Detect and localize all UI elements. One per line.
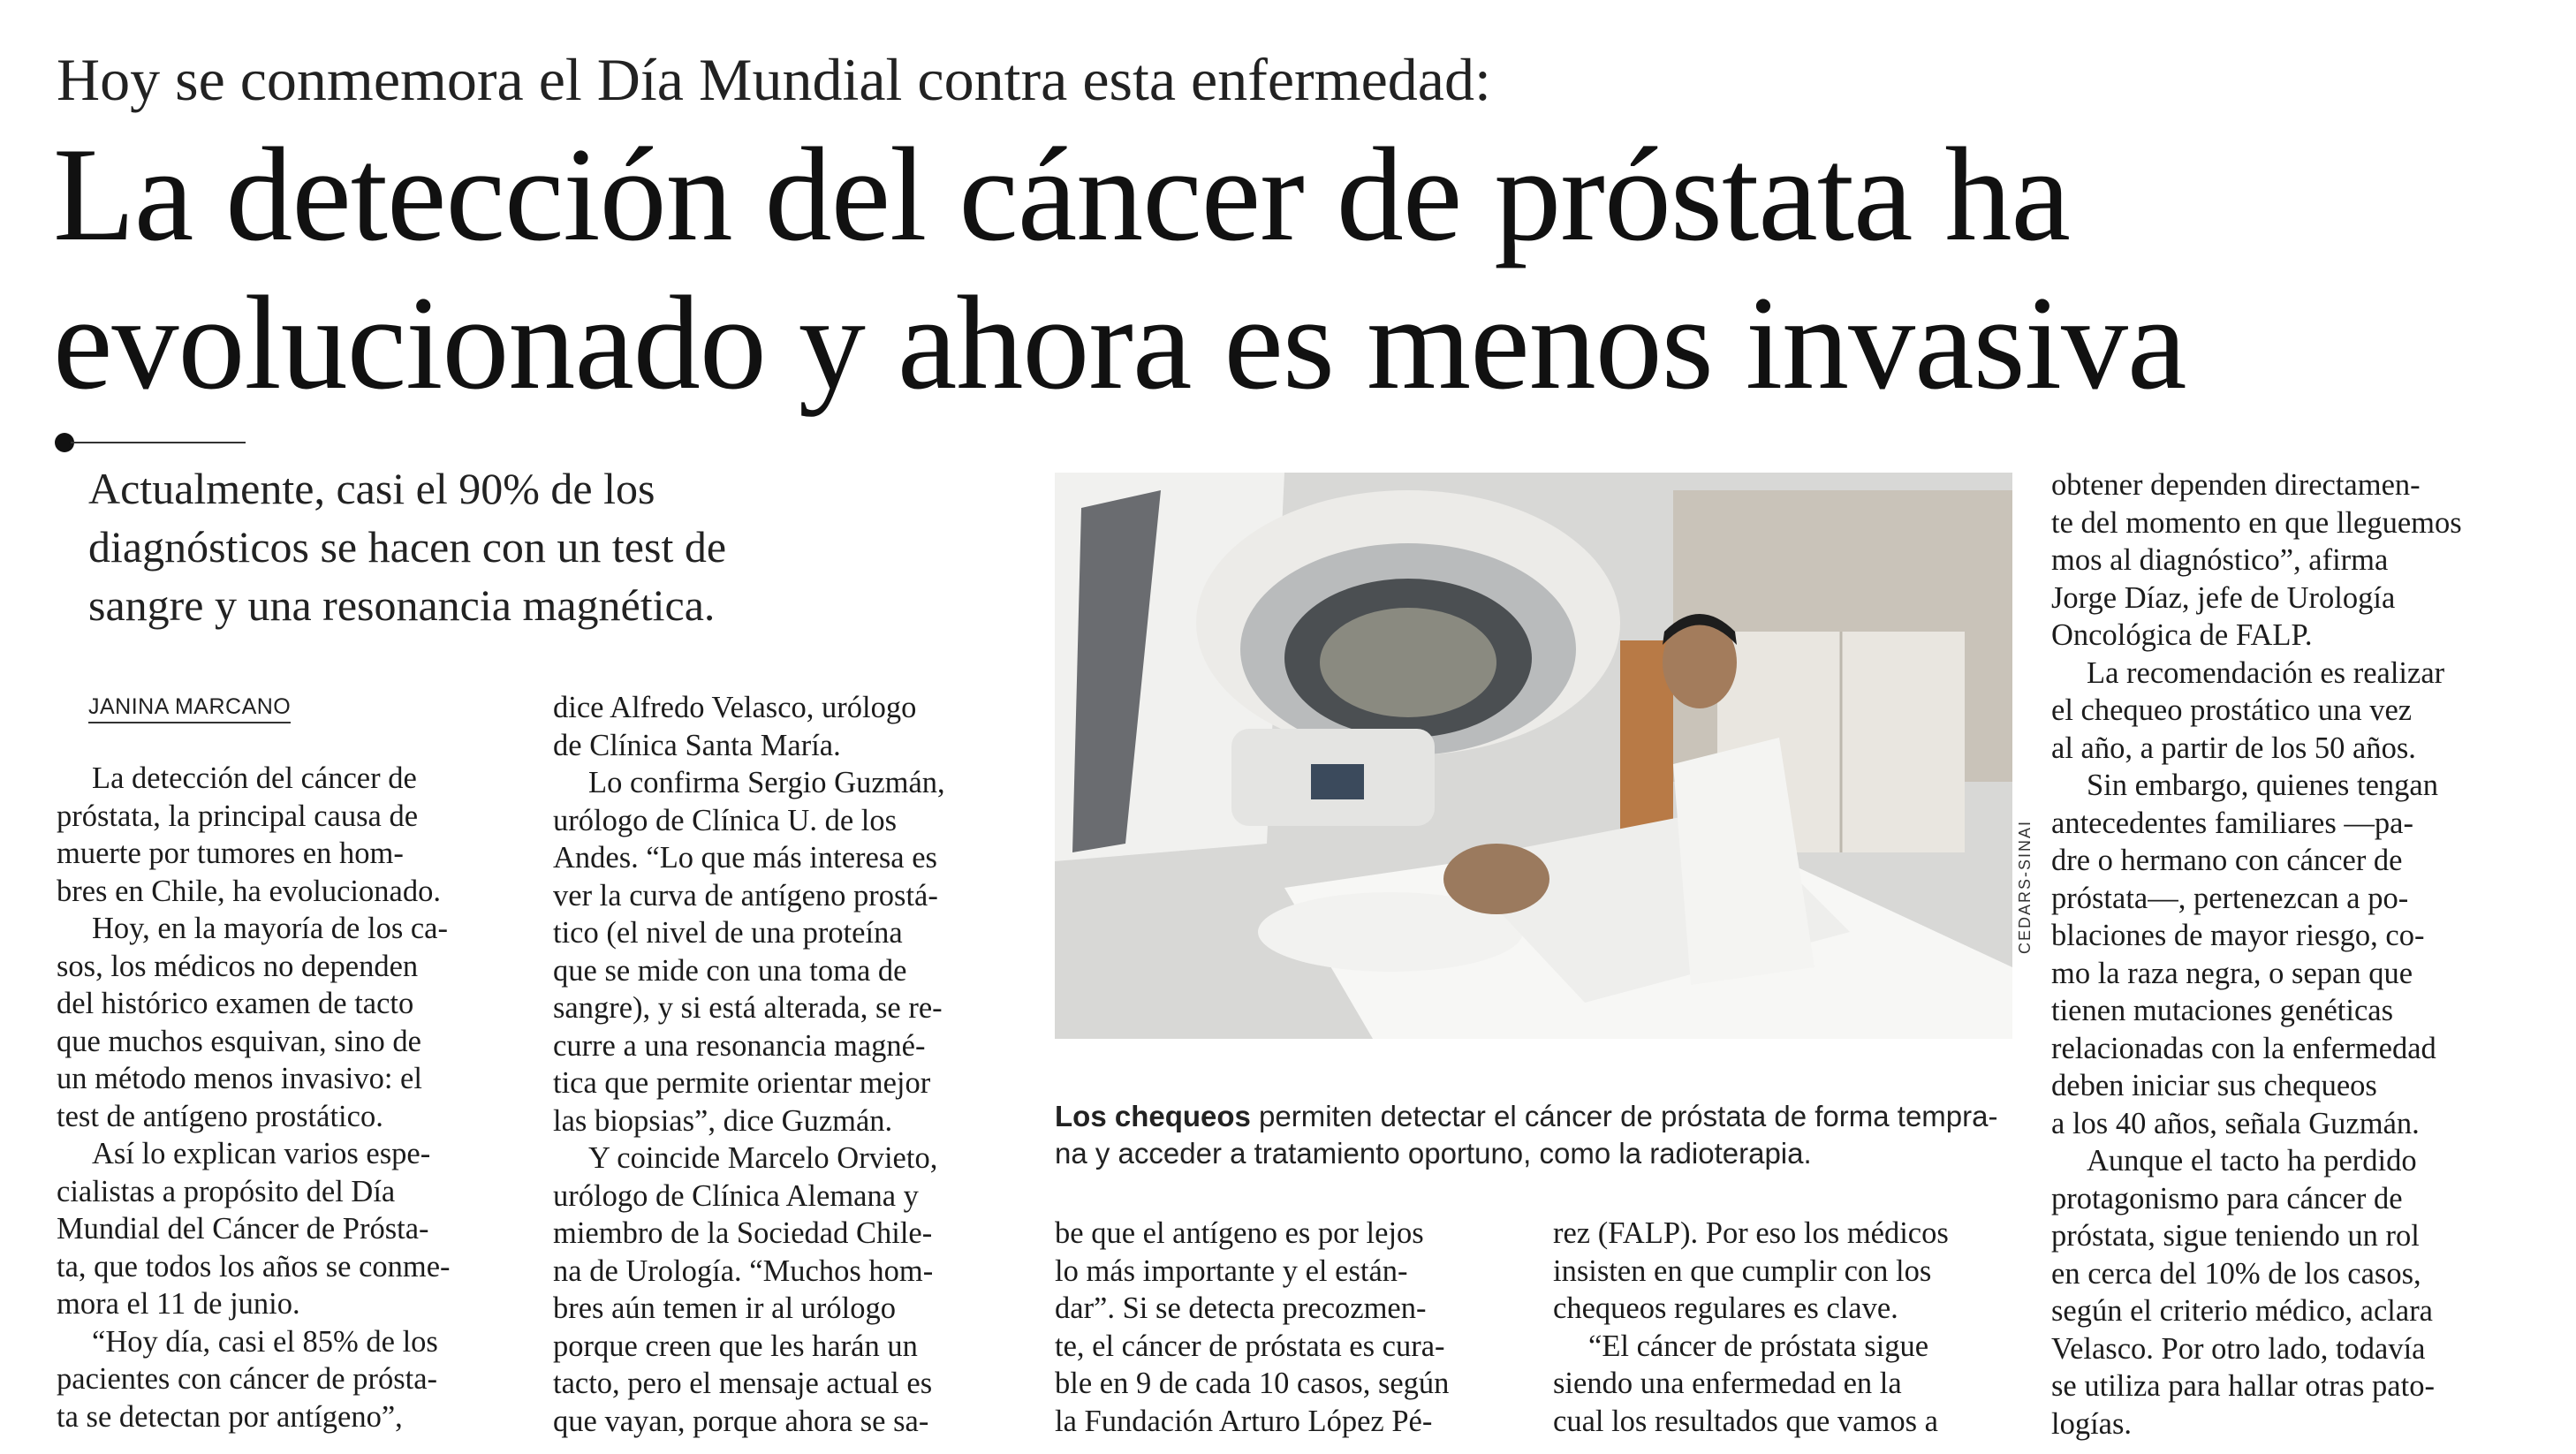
text-line: protagonismo para cáncer de [2051, 1181, 2403, 1215]
text-line: cialistas a propósito del Día [57, 1174, 396, 1208]
text-line: Andes. “Lo que más interesa es [553, 841, 937, 875]
text-line: sangre), y si está alterada, se re- [553, 991, 943, 1025]
text-line: La recomendación es realizar [2087, 655, 2445, 690]
lead-paragraph [88, 459, 1007, 634]
text-line: antecedentes familiares —pa- [2051, 806, 2413, 840]
text-line: cual los resultados que vamos a [1553, 1404, 1938, 1438]
text-line: siendo una enfermedad en la [1553, 1367, 1902, 1400]
radiotherapy-scene-illustration [1055, 473, 2012, 1039]
article-column-1 [57, 760, 516, 1435]
text-line: el chequeo prostático una vez [2051, 693, 2413, 727]
text-line: relacionadas con la enfermedad [2051, 1031, 2436, 1065]
text-line: dar”. Si se detecta precozmen- [1055, 1291, 1427, 1325]
text-line: dice Alfredo Velasco, urólogo [553, 691, 917, 724]
text-line: bres aún temen ir al urólogo [553, 1291, 897, 1325]
text-line: na de Urología. “Muchos hom- [553, 1253, 934, 1288]
text-line: Y coincide Marcelo Orvieto, [588, 1141, 938, 1175]
text-line: Mundial del Cáncer de Prósta- [57, 1212, 429, 1246]
text-line: Oncológica de FALP. [2051, 618, 2313, 652]
text-line: Lo confirma Sergio Guzmán, [588, 766, 945, 799]
text-line: porque creen que les harán un [553, 1329, 918, 1363]
headline-line: evolucionado y ahora es menos invasiva [53, 269, 2186, 417]
text-line: lo más importante y el están- [1055, 1253, 1408, 1288]
lead-line: Actualmente, casi el 90% de los [88, 464, 655, 513]
article-column-3 [1055, 1215, 1514, 1440]
text-line: tacto, pero el mensaje actual es [553, 1367, 933, 1400]
text-line: Sin embargo, quienes tengan [2087, 769, 2438, 802]
text-line: curre a una resonancia magné- [553, 1028, 926, 1063]
byline: JANINA MARCANO [88, 694, 291, 723]
text-line: un método menos invasivo: el [57, 1062, 422, 1095]
text-line: Jorge Díaz, jefe de Urología [2051, 580, 2396, 615]
text-line: “Hoy día, casi el 85% de los [92, 1324, 438, 1359]
text-line: Aunque el tacto ha perdido [2087, 1144, 2417, 1178]
text-line: dre o hermano con cáncer de [2051, 844, 2403, 877]
text-line: Así lo explican varios espe- [92, 1137, 431, 1170]
text-line: muerte por tumores en hom- [57, 837, 404, 870]
text-line: que vayan, porque ahora se sa- [553, 1404, 929, 1438]
text-line: Hoy, en la mayoría de los ca- [92, 912, 448, 945]
text-line: en cerca del 10% de los casos, [2051, 1256, 2421, 1291]
text-line: tico (el nivel de una proteína [553, 916, 903, 950]
text-line: las biopsias”, dice Guzmán. [553, 1103, 893, 1138]
lead-line: sangre y una resonancia magnética. [88, 580, 716, 630]
article-column-4 [1553, 1215, 2012, 1440]
caption-line [1055, 1098, 2012, 1135]
text-line: próstata—, pertenezcan a po- [2051, 881, 2409, 915]
text-line: obtener dependen directamen- [2051, 468, 2421, 502]
text-line: que se mide con una toma de [553, 953, 907, 988]
article-column-5 [2051, 466, 2514, 1443]
text-line: a los 40 años, señala Guzmán. [2051, 1106, 2420, 1140]
article-column-2 [553, 689, 1012, 1440]
text-line: la Fundación Arturo López Pé- [1055, 1404, 1433, 1438]
text-line: miembro de la Sociedad Chile- [553, 1216, 933, 1250]
text-line: que muchos esquivan, sino de [57, 1024, 421, 1058]
text-line: se utiliza para hallar otras pato- [2051, 1369, 2435, 1403]
text-line: tica que permite orientar mejor [553, 1066, 931, 1100]
photo-credit: CEDARS-SINAI [2016, 819, 2034, 954]
text-line: be que el antígeno es por lejos [1055, 1216, 1424, 1250]
text-line: ta se detectan por antígeno”, [57, 1399, 403, 1434]
text-line: tienen mutaciones genéticas [2051, 994, 2394, 1027]
text-line: urólogo de Clínica Alemana y [553, 1178, 919, 1213]
headline-line: La detección del cáncer de próstata ha [53, 120, 2070, 269]
caption-bold-lead: Los chequeos [1055, 1100, 1251, 1132]
text-line: bres en Chile, ha evolucionado. [57, 874, 441, 908]
article-photo [1055, 473, 2012, 1039]
kicker: Hoy se conmemora el Día Mundial contra esta enfermedad: [57, 46, 1491, 113]
text-line: de Clínica Santa María. [553, 728, 841, 762]
text-line: chequeos regulares es clave. [1553, 1291, 1898, 1325]
text-line: sos, los médicos no dependen [57, 949, 419, 983]
text-line: blaciones de mayor riesgo, co- [2051, 919, 2425, 952]
headline [53, 120, 2474, 417]
text-line: te del momento en que lleguemos [2051, 505, 2462, 540]
text-line: logías. [2051, 1406, 2133, 1441]
text-line: del histórico examen de tacto [57, 987, 414, 1020]
text-line: test de antígeno prostático. [57, 1099, 383, 1133]
text-line: te, el cáncer de próstata es cura- [1055, 1329, 1445, 1363]
text-line: pacientes con cáncer de prósta- [57, 1362, 438, 1396]
text-line: urólogo de Clínica U. de los [553, 803, 898, 837]
text-line: mos al diagnóstico”, afirma [2051, 543, 2389, 577]
text-line: ble en 9 de cada 10 casos, según [1055, 1367, 1450, 1400]
text-line: La detección del cáncer de [92, 761, 417, 795]
photo-caption [1055, 1098, 2012, 1172]
text-line: Velasco. Por otro lado, todavía [2051, 1331, 2426, 1366]
lead-line: diagnósticos se hacen con un test de [88, 522, 727, 572]
text-line: ver la curva de antígeno prostá- [553, 878, 938, 913]
text-line: mo la raza negra, o sepan que [2051, 956, 2413, 990]
text-line: insisten en que cumplir con los [1553, 1253, 1932, 1288]
text-line: según el criterio médico, aclara [2051, 1294, 2433, 1328]
text-line: al año, a partir de los 50 años. [2051, 731, 2416, 765]
text-line: próstata, sigue teniendo un rol [2051, 1219, 2420, 1253]
text-line: deben iniciar sus chequeos [2051, 1069, 2377, 1102]
caption-line: na y acceder a tratamiento oportuno, como la radioterapia. [1055, 1137, 1812, 1170]
caption-text: permiten detectar el cáncer de próstata de forma tempra- [1250, 1100, 1998, 1132]
text-line: próstata, la principal causa de [57, 799, 419, 833]
text-line: ta, que todos los años se conme- [57, 1249, 451, 1284]
text-line: mora el 11 de junio. [57, 1287, 300, 1321]
text-line: “El cáncer de próstata sigue [1588, 1329, 1929, 1363]
text-line: rez (FALP). Por eso los médicos [1553, 1216, 1949, 1250]
section-rule-line [71, 442, 246, 443]
